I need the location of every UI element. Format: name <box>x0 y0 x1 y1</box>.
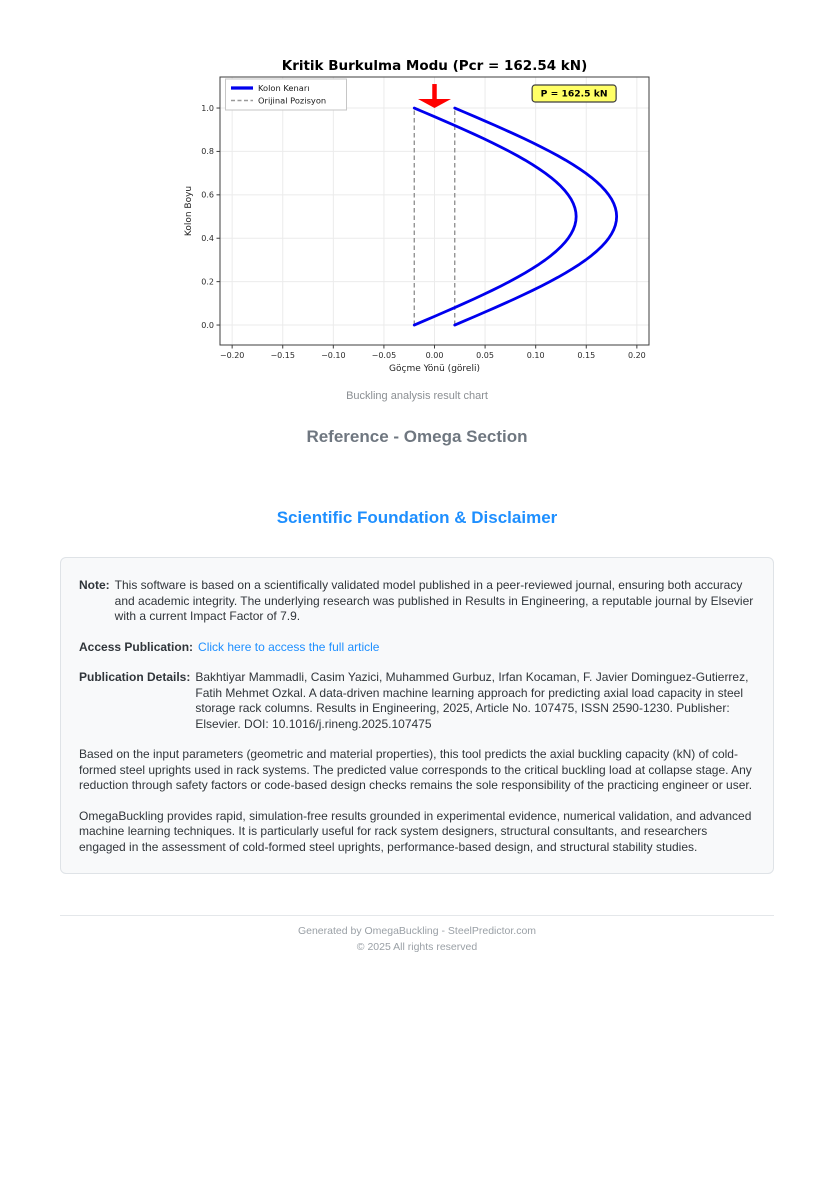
footer-divider <box>60 915 774 916</box>
page-footer <box>0 915 834 955</box>
svg-text:−0.15: −0.15 <box>270 351 295 360</box>
svg-text:0.20: 0.20 <box>627 351 646 360</box>
svg-text:−0.10: −0.10 <box>321 351 346 360</box>
chart-title <box>282 58 588 74</box>
x-axis-label <box>389 364 480 374</box>
publication-details-text: Bakhtiyar Mammadli, Casim Yazici, Muhammed Gurbuz, Irfan Kocaman, F. Javier Dominguez-Gutierrez, Fatih Mehmet Ozkal. A data-driven machine learning approach for predicting axial load capacity in steel storage rack columns. Results in Engineering, 2025, Article No. 107475, ISSN 2590-1230. Publisher: Elsevier. DOI: 10.1016/j.rineng.2025.107475 <box>195 670 749 731</box>
svg-text:Orijinal Pozisyon: Orijinal Pozisyon <box>258 95 327 106</box>
note-label: Note: <box>79 578 110 592</box>
svg-text:P = 162.5 kN: P = 162.5 kN <box>540 88 608 100</box>
svg-text:−0.05: −0.05 <box>371 351 397 360</box>
access-publication-row <box>79 640 755 656</box>
svg-text:Kolon Kenarı: Kolon Kenarı <box>258 83 310 93</box>
publication-details-label: Publication Details: <box>79 670 191 684</box>
svg-text:0.00: 0.00 <box>425 351 444 360</box>
footer-generated-by: Generated by OmegaBuckling - SteelPredictor.com <box>297 925 537 937</box>
svg-text:Kolon Boyu: Kolon Boyu <box>184 185 194 237</box>
svg-text:0.15: 0.15 <box>577 351 596 360</box>
svg-text:0.0: 0.0 <box>201 320 214 330</box>
y-axis-label <box>184 186 194 236</box>
note-text: This software is based on a scientifically validated model published in a peer-reviewed journal, ensuring both accuracy and academic integrity. The underlying research was published in Results in Engineering, a reputable journal by Elsevier with a current Impact Factor of 7.9. <box>114 578 754 623</box>
svg-text:0.05: 0.05 <box>476 351 494 360</box>
svg-text:0.10: 0.10 <box>526 351 545 360</box>
note-row <box>79 578 755 625</box>
svg-text:1.0: 1.0 <box>201 103 214 113</box>
svg-text:Göçme Yönü (göreli): Göçme Yönü (göreli) <box>389 364 480 374</box>
svg-text:0.8: 0.8 <box>201 147 214 157</box>
x-axis <box>220 345 646 360</box>
prediction-paragraph: Based on the input parameters (geometric and material properties), this tool predicts the axial buckling capacity (kN) of cold-formed steel uprights used in rack systems. The predicted value corresponds to the critical buckling load at collapse stage. Any reduction through safety factors or code-based design checks remains the sole responsibility of the practicing engineer or user. <box>79 747 753 792</box>
load-badge <box>532 85 616 102</box>
buckled-edge-curve-left <box>414 108 576 325</box>
y-axis <box>201 104 220 330</box>
buckling-chart <box>177 48 657 382</box>
buckling-chart-figure <box>0 0 834 402</box>
svg-text:0.2: 0.2 <box>201 277 214 287</box>
article-link[interactable]: Click here to access the full article <box>198 639 380 654</box>
svg-text:0.4: 0.4 <box>201 234 214 244</box>
chart-caption: Buckling analysis result chart <box>346 390 488 402</box>
chart-legend <box>226 79 347 110</box>
svg-text:0.6: 0.6 <box>201 190 214 200</box>
footer-copyright: © 2025 All rights reserved <box>356 941 478 953</box>
publication-details-row <box>79 670 755 732</box>
svg-text:Kritik Burkulma Modu (Pcr = 16: Kritik Burkulma Modu (Pcr = 162.54 kN) <box>281 58 588 74</box>
capabilities-paragraph: OmegaBuckling provides rapid, simulation-free results grounded in experimental evidence, numerical validation, and advanced machine learning techniques. It is particularly useful for rack system designers, structural consultants, and researchers engaged in the assessment of cold-formed steel uprights, performance-based design, and structural stability studies. <box>79 808 752 854</box>
disclaimer-box <box>60 557 774 874</box>
reference-section-heading: Reference - Omega Section <box>306 427 528 446</box>
svg-text:−0.20: −0.20 <box>219 351 245 360</box>
disclaimer-heading: Scientific Foundation & Disclaimer <box>276 508 558 527</box>
access-publication-label: Access Publication: <box>79 639 194 654</box>
load-arrow-icon <box>418 84 451 108</box>
